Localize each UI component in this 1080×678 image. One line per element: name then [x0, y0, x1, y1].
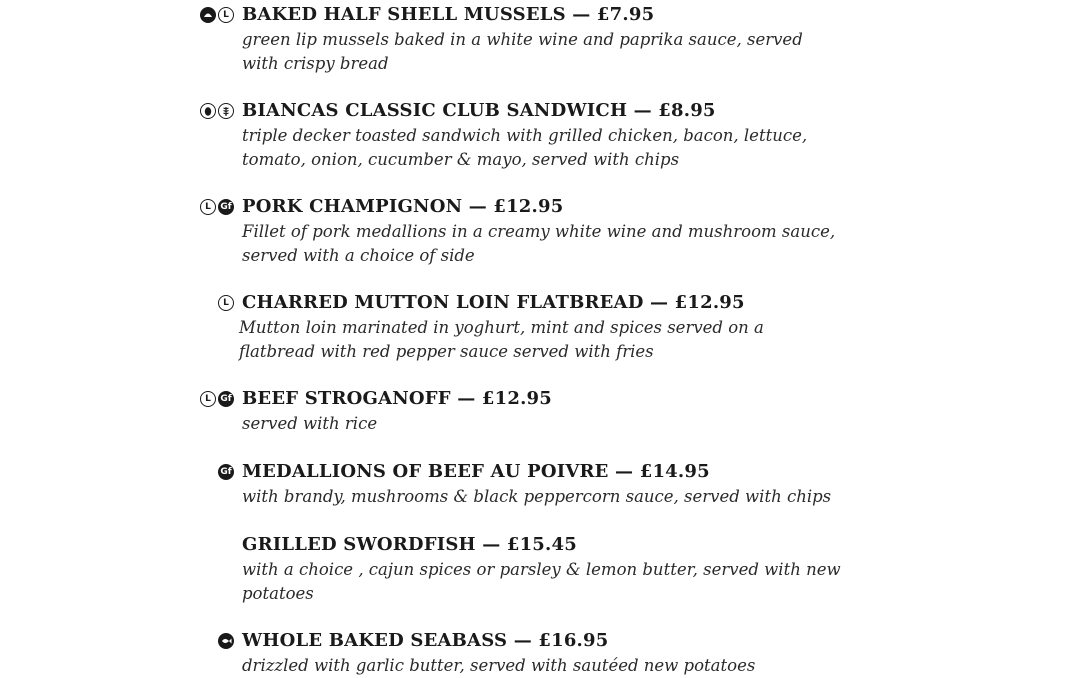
lactose-icon: L: [200, 199, 216, 215]
menu-item-description: with brandy, mushrooms & black peppercorn sauce, served with chips: [242, 487, 832, 506]
menu-item-swordfish: [196, 533, 856, 607]
gluten-free-icon: Gf: [218, 464, 234, 480]
menu-item-description: served with rice: [242, 414, 378, 433]
menu-item-mutton-flatbread: [196, 291, 856, 365]
shellfish-icon: [200, 7, 216, 23]
menu-item-description: drizzled with garlic butter, served with sautéed new potatoes: [242, 656, 756, 675]
menu-item-description: green lip mussels baked in a white wine and paprika sauce, served with crispy bread: [242, 30, 803, 73]
menu-item-description: Fillet of pork medallions in a creamy white wine and mushroom sauce, served with a choice of side: [242, 222, 836, 265]
menu-item-mussels: [196, 3, 856, 77]
gluten-icon: [218, 103, 234, 119]
menu-item-title: CHARRED MUTTON LOIN FLATBREAD — £12.95: [242, 292, 745, 313]
menu-item-pork-champignon: [196, 195, 856, 269]
menu-item-description: Mutton loin marinated in yoghurt, mint and spices served on a flatbread with red pepper sauce served with fries: [239, 318, 764, 361]
menu-item-seabass: [196, 629, 856, 675]
gluten-free-icon: Gf: [218, 391, 234, 407]
menu-item-title: GRILLED SWORDFISH — £15.45: [242, 534, 577, 555]
lactose-icon: L: [218, 7, 234, 23]
menu-item-title: WHOLE BAKED SEABASS — £16.95: [242, 630, 609, 651]
menu-item-title: BIANCAS CLASSIC CLUB SANDWICH — £8.95: [242, 100, 716, 121]
fish-icon: [218, 633, 234, 649]
menu-item-club-sandwich: [196, 99, 856, 173]
lactose-icon: L: [200, 391, 216, 407]
menu-item-beef-stroganoff: [196, 387, 856, 437]
gluten-free-icon: Gf: [218, 199, 234, 215]
egg-icon: [200, 103, 216, 119]
menu-item-title: BAKED HALF SHELL MUSSELS — £7.95: [242, 4, 655, 25]
menu-item-title: BEEF STROGANOFF — £12.95: [242, 388, 552, 409]
menu-item-description: triple decker toasted sandwich with grilled chicken, bacon, lettuce, tomato, onion, cucumber & mayo, served with chips: [242, 126, 808, 169]
menu-item-title: PORK CHAMPIGNON — £12.95: [242, 196, 564, 217]
menu-item-description: with a choice , cajun spices or parsley & lemon butter, served with new potatoes: [242, 560, 841, 603]
menu-item-beef-au-poivre: [196, 460, 856, 510]
lactose-icon: L: [218, 295, 234, 311]
menu-item-title: MEDALLIONS OF BEEF AU POIVRE — £14.95: [242, 461, 710, 482]
